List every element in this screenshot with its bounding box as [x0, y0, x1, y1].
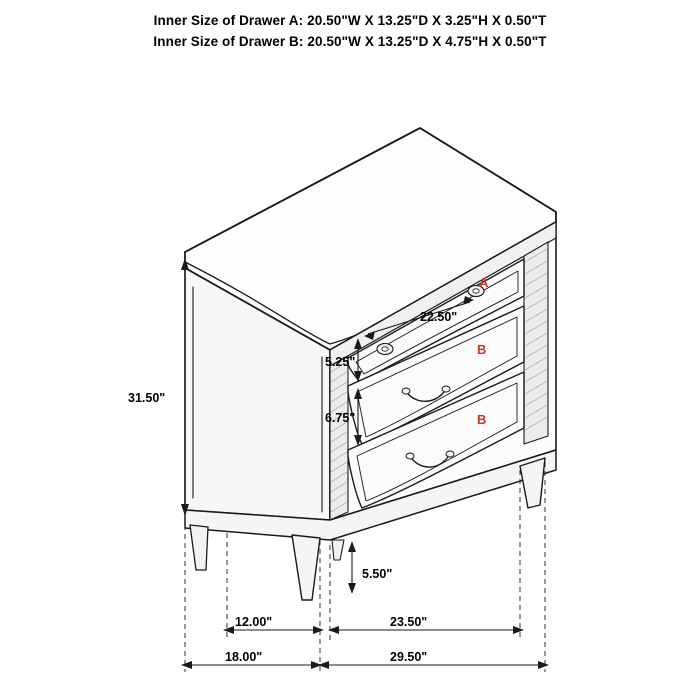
furniture-illustration	[185, 128, 556, 600]
total-height-label: 31.50"	[128, 391, 166, 405]
drawer-a-height-label: 5.25"	[325, 355, 356, 369]
leg-back-left	[190, 525, 208, 570]
leg-height-label: 5.50"	[362, 567, 393, 581]
drawer-b2-label: B	[477, 412, 487, 427]
drawer-a-size-text: Inner Size of Drawer A: 20.50"W X 13.25"D X 3.25"H X 0.50"T	[153, 13, 547, 28]
front-left-mesh-column	[330, 356, 348, 520]
side-depth-inner-arrow-right	[313, 626, 324, 634]
drawer-a-label: A	[479, 275, 489, 290]
leg-back-right-hint	[332, 540, 344, 560]
side-depth-inner-label: 12.00"	[235, 615, 273, 629]
drawer-b-size-text: Inner Size of Drawer B: 20.50"W X 13.25"D X 4.75"H X 0.50"T	[153, 34, 547, 49]
side-depth-outer-arrow-left	[181, 661, 192, 669]
leg-front-right	[520, 458, 545, 508]
leg-height-arrow-top	[348, 541, 356, 552]
front-width-inner-arrow-right	[513, 626, 524, 634]
side-depth-outer-label: 18.00"	[225, 650, 263, 664]
drawer-b1-small-knob[interactable]	[377, 344, 393, 355]
front-width-outer-arrow-right	[538, 661, 549, 669]
leg-height-arrow-bottom	[348, 583, 356, 594]
leg-front-left	[292, 535, 320, 600]
side-depth-inner-arrow-left	[223, 626, 234, 634]
drawer-width-label: 22.50"	[420, 310, 458, 324]
drawer-b1-label: B	[477, 342, 487, 357]
drawer-b-height-label: 6.75"	[325, 411, 356, 425]
front-width-inner-label: 23.50"	[390, 615, 428, 629]
front-width-outer-label: 29.50"	[390, 650, 428, 664]
